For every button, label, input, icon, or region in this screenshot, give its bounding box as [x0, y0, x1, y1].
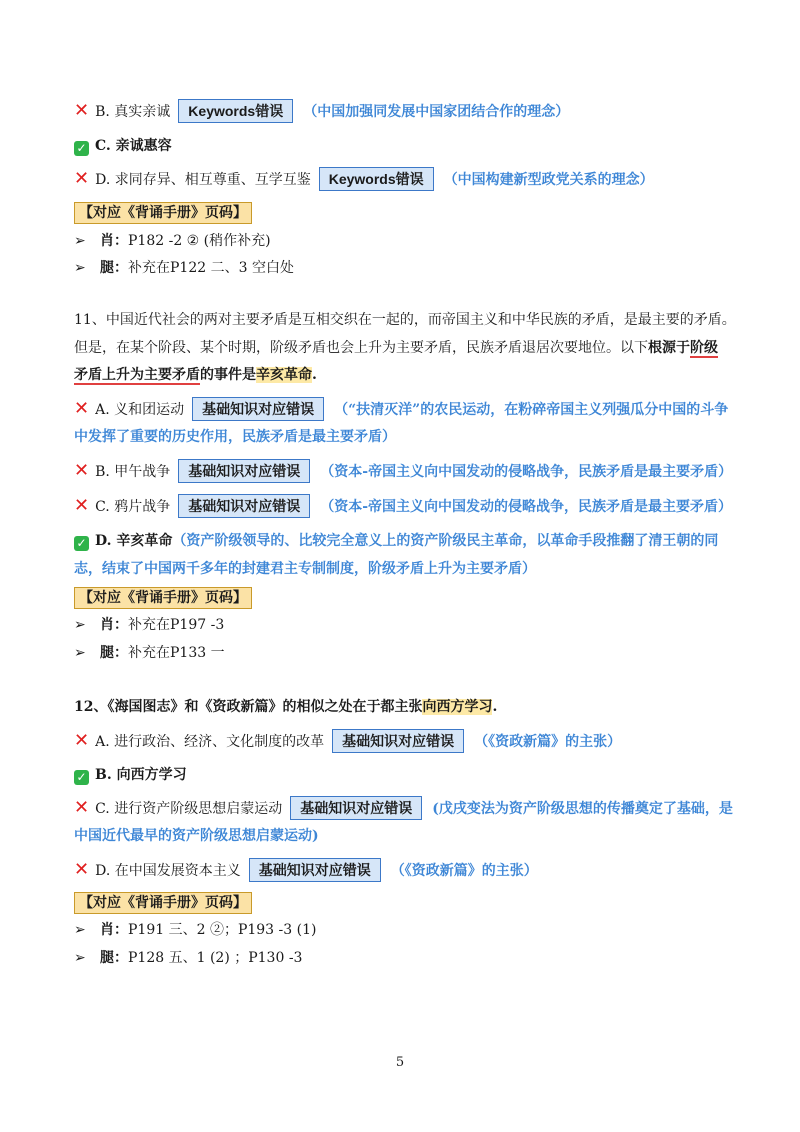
option-label: B. 甲午战争: [95, 464, 171, 480]
explanation: 志，结束了中国两千多年的封建君主专制制度，阶级矛盾上升为主要矛盾）: [74, 561, 536, 577]
q11-option-a: [74, 397, 734, 421]
ref-key: 肖：: [100, 617, 128, 633]
q10-ref-1: [74, 230, 734, 252]
ref-key: 腿：: [100, 950, 128, 966]
ref-value: P182 -2 ② (稍作补充): [128, 233, 271, 249]
ref-key: 肖：: [100, 233, 128, 249]
q11-ref-1: [74, 614, 734, 636]
q11-stem-line-2: 但是，在某个阶段、某个时期，阶级矛盾也会上升为主要矛盾，民族矛盾退居次要地位。以下根源于阶级: [74, 340, 718, 356]
q12-stem: 12、《海国图志》和《资政新篇》的相似之处在于都主张向西方学习.: [74, 699, 498, 715]
arrow-bullet-icon: ➢: [74, 260, 86, 276]
error-tag: 基础知识对应错误: [178, 494, 310, 518]
cross-icon: ✕: [74, 398, 90, 419]
ref-key: 肖：: [100, 922, 128, 938]
q11-option-d: [74, 530, 734, 552]
q11-option-b: [74, 459, 734, 483]
cross-icon: ✕: [74, 730, 90, 751]
option-label: D. 求同存异、相互尊重、互学互鉴: [95, 172, 311, 188]
explanation: （“扶清灭洋”的农民运动，在粉碎帝国主义列强瓜分中国的斗争: [334, 402, 729, 418]
explanation: （《资政新篇》的主张）: [390, 863, 538, 879]
cross-icon: ✕: [74, 495, 90, 516]
cross-icon: ✕: [74, 460, 90, 481]
option-label: C. 亲诚惠容: [95, 138, 172, 154]
ref-value: P191 三、2 ②；P193 -3 (1): [128, 922, 317, 938]
q10-ref-2: [74, 257, 734, 279]
explanation: 中发挥了重要的历史作用，民族矛盾是最主要矛盾）: [74, 429, 396, 445]
q11-stem-line-1: 11、中国近代社会的两对主要矛盾是互相交织在一起的，而帝国主义和中华民族的矛盾，是最主要的矛盾。: [74, 312, 736, 328]
q11-option-c: [74, 494, 734, 518]
ref-label: 【对应《背诵手册》页码】: [74, 587, 252, 609]
answer-highlight: 辛亥革命: [256, 367, 312, 383]
check-icon: ✓: [74, 141, 89, 156]
arrow-bullet-icon: ➢: [74, 617, 86, 633]
arrow-bullet-icon: ➢: [74, 645, 86, 661]
q12-ref-header: [74, 892, 734, 914]
error-tag: Keywords错误: [178, 99, 293, 123]
option-label: A. 进行政治、经济、文化制度的改革: [95, 734, 325, 750]
q11-ref-2: [74, 642, 734, 664]
q12-ref-1: [74, 919, 734, 941]
q11-option-d-cont: [74, 558, 734, 580]
error-tag: Keywords错误: [319, 167, 434, 191]
ref-value: P128 五、1 (2) ；P130 -3: [128, 950, 303, 966]
option-label: D. 在中国发展资本主义: [95, 863, 241, 879]
q12-option-c-cont: [74, 825, 734, 847]
arrow-bullet-icon: ➢: [74, 922, 86, 938]
explanation: （资本-帝国主义向中国发动的侵略战争，民族矛盾是最主要矛盾）: [320, 499, 733, 515]
ref-key: 腿：: [100, 260, 128, 276]
check-icon: ✓: [74, 770, 89, 785]
option-label: A. 义和团运动: [95, 402, 185, 418]
ref-key: 腿：: [100, 645, 128, 661]
option-label: C. 进行资产阶级思想启蒙运动: [95, 801, 283, 817]
q12-option-b: [74, 764, 734, 786]
q12-option-c: [74, 796, 734, 820]
q12-ref-2: [74, 947, 734, 969]
q11-ref-header: [74, 587, 734, 609]
q10-ref-header: [74, 202, 734, 224]
explanation: （《资政新篇》的主张）: [474, 734, 622, 750]
page-number: 5: [395, 1055, 405, 1070]
cross-icon: ✕: [74, 797, 90, 818]
error-tag: 基础知识对应错误: [178, 459, 310, 483]
error-tag: 基础知识对应错误: [249, 858, 381, 882]
cross-icon: ✕: [74, 100, 90, 121]
explanation: （中国加强同发展中国家团结合作的理念）: [303, 104, 570, 120]
answer-highlight: 向西方学习: [422, 699, 493, 715]
ref-value: 补充在P133 一: [128, 645, 225, 661]
ref-label: 【对应《背诵手册》页码】: [74, 892, 252, 914]
q10-option-d: [74, 167, 734, 191]
arrow-bullet-icon: ➢: [74, 950, 86, 966]
error-tag: 基础知识对应错误: [332, 729, 464, 753]
q11-stem-line-3: 矛盾上升为主要矛盾的事件是辛亥革命.: [74, 367, 317, 383]
arrow-bullet-icon: ➢: [74, 233, 86, 249]
error-tag: 基础知识对应错误: [290, 796, 422, 820]
q10-option-b: [74, 99, 734, 123]
explanation: （资本-帝国主义向中国发动的侵略战争，民族矛盾是最主要矛盾）: [320, 464, 733, 480]
ref-label: 【对应《背诵手册》页码】: [74, 202, 252, 224]
ref-value: 补充在P197 -3: [128, 617, 225, 633]
check-icon: ✓: [74, 536, 89, 551]
explanation: （资产阶级领导的、比较完全意义上的资产阶级民主革命，以革命手段推翻了清王朝的同: [172, 533, 719, 549]
option-label: B. 向西方学习: [95, 767, 187, 783]
option-label: B. 真实亲诚: [95, 104, 171, 120]
explanation: (戊戌变法为资产阶级思想的传播奠定了基础，是: [432, 801, 733, 817]
q12-option-a: [74, 729, 734, 753]
cross-icon: ✕: [74, 859, 90, 880]
option-label: D. 辛亥革命: [95, 533, 173, 549]
ref-value: 补充在P122 二、3 空白处: [128, 260, 294, 276]
q11-option-a-cont: [74, 426, 734, 448]
q12-option-d: [74, 858, 734, 882]
error-tag: 基础知识对应错误: [192, 397, 324, 421]
q10-option-c: [74, 135, 734, 157]
explanation: 中国近代最早的资产阶级思想启蒙运动): [74, 828, 319, 844]
cross-icon: ✕: [74, 168, 90, 189]
explanation: （中国构建新型政党关系的理念）: [443, 172, 654, 188]
option-label: C. 鸦片战争: [95, 499, 171, 515]
